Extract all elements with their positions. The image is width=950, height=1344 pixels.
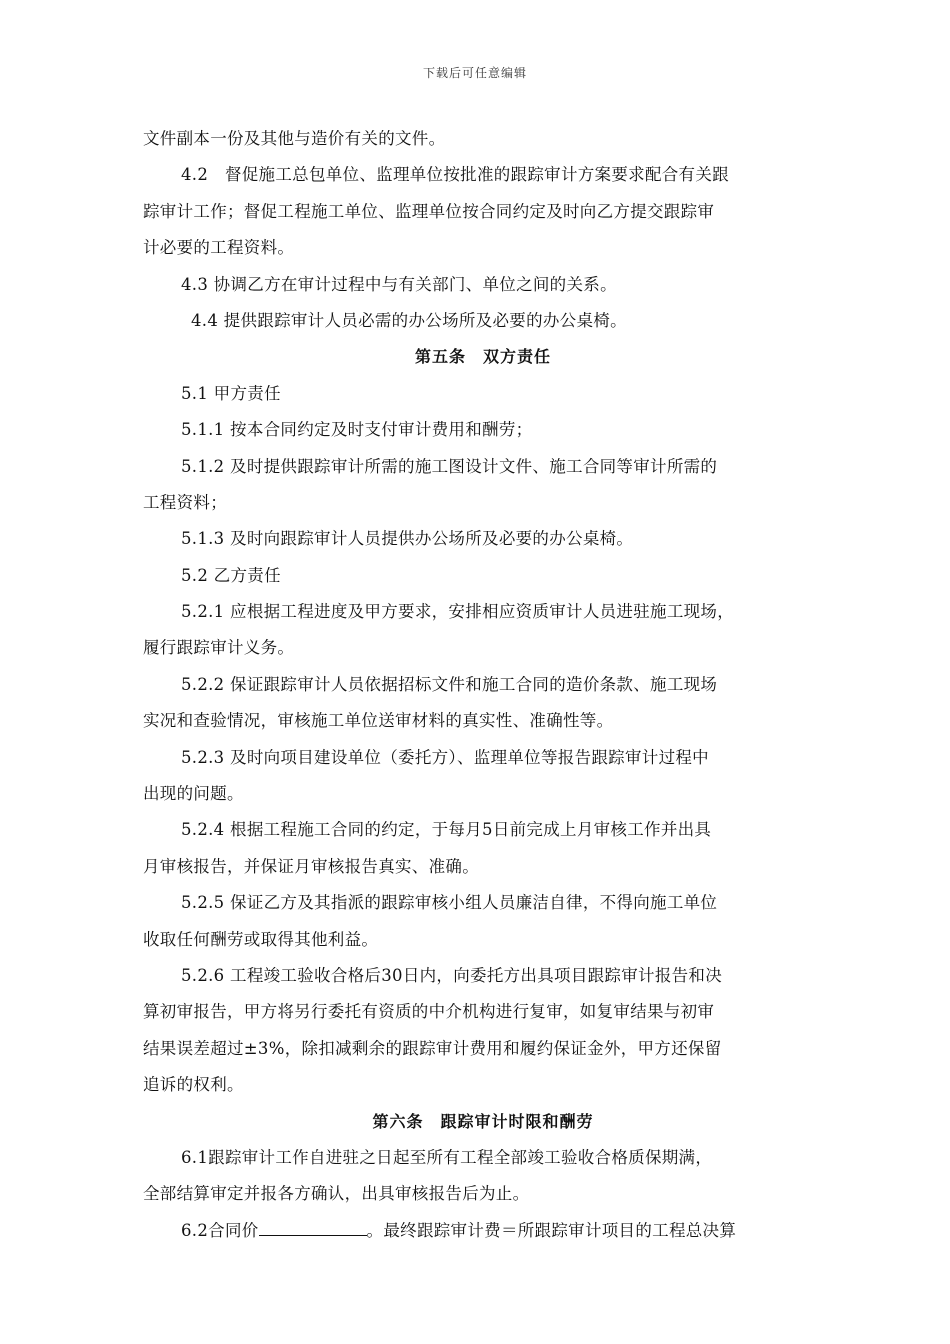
paragraph-line: 5.1.3 及时向跟踪审计人员提供办公场所及必要的办公桌椅。: [181, 529, 634, 549]
paragraph-line: 5.2 乙方责任: [181, 565, 281, 585]
paragraph-line: 6.1跟踪审计工作自进驻之日起至所有工程全部竣工验收合格质保期满，: [181, 1147, 713, 1167]
paragraph-line: 计必要的工程资料。: [143, 238, 295, 258]
paragraph-line: 5.2.2 保证跟踪审计人员依据招标文件和施工合同的造价条款、施工现场: [181, 674, 718, 694]
paragraph-line: 全部结算审定并报各方确认，出具审核报告后为止。: [143, 1184, 530, 1204]
paragraph-line: 文件副本一份及其他与造价有关的文件。: [143, 129, 446, 148]
paragraph-line: 5.1 甲方责任: [181, 383, 281, 403]
paragraph-line: 追诉的权利。: [143, 1075, 244, 1095]
paragraph-line: 4.3 协调乙方在审计过程中与有关部门、单位之间的关系。: [181, 274, 617, 294]
paragraph-line: 5.2.6 工程竣工验收合格后30日内，向委托方出具项目跟踪审计报告和决: [181, 965, 723, 985]
paragraph-line: 实况和查验情况，审核施工单位送审材料的真实性、准确性等。: [143, 711, 614, 731]
section-heading: 第六条 跟踪审计时限和酬劳: [372, 1111, 594, 1131]
paragraph-line: 踪审计工作；督促工程施工单位、监理单位按合同约定及时向乙方提交跟踪审: [143, 201, 715, 221]
paragraph-line: 履行跟踪审计义务。: [143, 638, 295, 658]
paragraph-line: 4.4 提供跟踪审计人员必需的办公场所及必要的办公桌椅。: [191, 310, 627, 330]
paragraph-line: 5.2.1 应根据工程进度及甲方要求，安排相应资质审计人员进驻施工现场，: [181, 602, 735, 622]
paragraph-line: 工程资料；: [143, 492, 227, 512]
paragraph-line: 5.2.5 保证乙方及其指派的跟踪审核小组人员廉洁自律，不得向施工单位: [181, 893, 718, 913]
paragraph-line: 结果误差超过±3%，除扣减剩余的跟踪审计费用和履约保证金外，甲方还保留: [143, 1038, 722, 1058]
paragraph-line: 月审核报告，并保证月审核报告真实、准确。: [143, 856, 479, 876]
paragraph-line: 4.2 督促施工总包单位、监理单位按批准的跟踪审计方案要求配合有关跟: [181, 165, 729, 185]
paragraph-line: 5.1.1 按本合同约定及时支付审计费用和酬劳；: [181, 420, 533, 440]
paragraph-line: 收取任何酬劳或取得其他利益。: [143, 929, 379, 949]
fee-formula-text: 。最终跟踪审计费＝所跟踪审计项目的工程总决算: [366, 1220, 737, 1240]
contract-price-label: 6.2合同价: [181, 1220, 259, 1240]
document-body: [143, 121, 823, 1249]
paragraph-line: 5.1.2 及时提供跟踪审计所需的施工图设计文件、施工合同等审计所需的: [181, 456, 718, 476]
paragraph-line: 5.2.3 及时向项目建设单位（委托方）、监理单位等报告跟踪审计过程中: [181, 747, 709, 767]
contract-price-blank: [259, 1220, 367, 1236]
section-heading: 第五条 双方责任: [414, 347, 551, 367]
paragraph-line: 出现的问题。: [143, 784, 244, 804]
paragraph-line: 算初审报告，甲方将另行委托有资质的中介机构进行复审，如复审结果与初审: [143, 1002, 715, 1022]
paragraph-line: [143, 1213, 823, 1249]
paragraph-line: 5.2.4 根据工程施工合同的约定，于每月5日前完成上月审核工作并出具: [181, 820, 712, 840]
header-note: 下载后可任意编辑: [422, 66, 527, 80]
